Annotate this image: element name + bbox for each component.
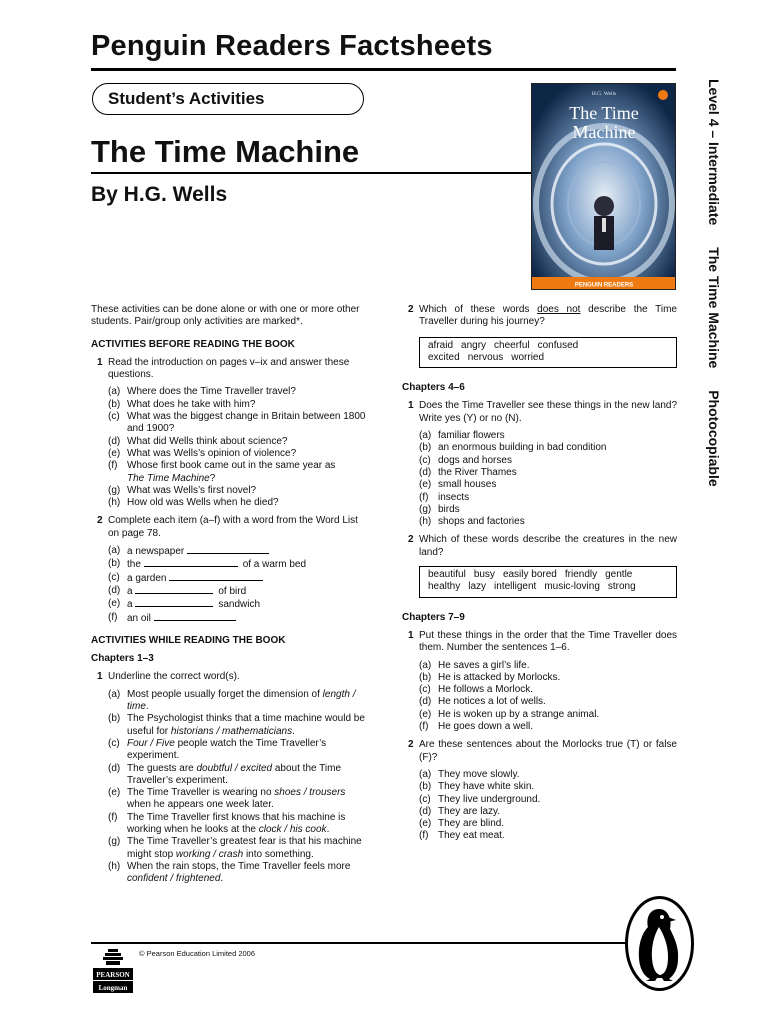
ch46-q1-item-0: (a) familiar flowers: [419, 430, 505, 442]
ch46-q2: 2 Which of these words describe the creatures in the new land?: [408, 534, 677, 558]
cover-byline: H.G. Wells: [591, 91, 617, 97]
side-photocopiable: Photocopiable: [706, 390, 722, 487]
before-q1-item: (d) What did Wells think about science?: [108, 435, 288, 447]
journey-words-row2-word: nervous: [467, 351, 504, 363]
ch46-q1-item-1: (b) an enormous building in bad condition: [419, 442, 607, 454]
before-q1-item: (h) How old was Wells when he died?: [108, 497, 279, 509]
creature-words-row1-word: friendly: [564, 569, 598, 581]
logo-bottom-text: Longman: [98, 984, 128, 992]
before-q1: 1 Read the introduction on pages v–ix and answer these questions.: [97, 356, 350, 381]
creatures-word-box: [419, 566, 677, 598]
book-cover-image: [531, 83, 676, 290]
ch13-item-c: (c) Four / Five people watch the Time Traveller’s experiment.: [108, 737, 327, 762]
ch13-q1: 1 Underline the correct word(s).: [97, 671, 240, 683]
journey-word-box: [419, 337, 677, 369]
logo-top-text: PEARSON: [96, 971, 130, 979]
ch13-item-a: (a) Most people usually forget the dimension of length / time.: [108, 688, 356, 713]
before-q1-item: (f) Whose first book came out in the same year as The Time Machine?: [108, 460, 336, 484]
ch46-q1-item-2: (c) dogs and horses: [419, 454, 512, 466]
activities-label: Student’s Activities: [92, 83, 364, 115]
before-q2-item: (f) an oil: [91, 612, 369, 625]
journey-words-row1-word: angry: [461, 339, 487, 351]
cover-art: [532, 84, 676, 290]
copyright: © Pearson Education Limited 2006: [139, 949, 256, 958]
before-q1-item: (g) What was Wells’s first novel?: [108, 484, 257, 496]
chapters-4-6-heading: Chapters 4–6: [402, 382, 465, 394]
ch79-q2-item-4: (e) They are blind.: [419, 818, 505, 830]
creature-words-row1-word: easily bored: [502, 569, 557, 581]
journey-words-row2: [428, 352, 668, 364]
cover-title-line2: Machine: [572, 122, 636, 142]
creature-words-row1: [428, 569, 668, 581]
before-q1-list: [91, 386, 369, 509]
creature-words-row2-word: music-loving: [544, 581, 600, 593]
author: By H.G. Wells: [91, 183, 228, 206]
journey-words-row1-word: confused: [537, 339, 579, 351]
ch79-q1-item-4: (e) He is woken up by a strange animal.: [419, 708, 600, 720]
ch79-q1-item-1: (b) He is attacked by Morlocks.: [419, 671, 561, 683]
pearson-longman-logo: [91, 946, 135, 995]
ch46-q1-item-3: (d) the River Thames: [419, 466, 517, 478]
before-q2-item: (b) the of a warm bed: [108, 558, 307, 571]
cover-imprint: PENGUIN READERS: [574, 282, 634, 289]
creature-words-row2-word: healthy: [428, 581, 461, 593]
before-q1-item: (e) What was Wells’s opinion of violence?: [108, 447, 297, 459]
right-column: [402, 304, 677, 843]
ch46-q1-item-7: (h) shops and factories: [419, 516, 525, 528]
before-q1-item: (b) What does he take with him?: [108, 398, 256, 410]
ch46-q1-item-6: (g) birds: [419, 503, 460, 515]
ch46-q1: 1 Does the Time Traveller see these things in the new land? Write yes (Y) or no (N).: [408, 400, 677, 424]
ch79-q2-item-5: (f) They eat meat.: [419, 830, 505, 842]
ch13-item-d: (d) The guests are doubtful / excited about the Time Traveller’s experiment.: [108, 762, 342, 786]
penguin-logo-icon: [624, 895, 695, 992]
side-level: Level 4 – Intermediate: [706, 79, 722, 226]
journey-words-row2-word: excited: [428, 351, 460, 363]
before-q2-item: (d) a of bird: [108, 584, 247, 597]
ch79-q1-list: [402, 660, 677, 734]
journey-words-row1: [428, 340, 668, 352]
before-q2-item: (c) a garden: [91, 572, 369, 585]
ch13-item-b: (b) The Psychologist thinks that a time machine would be useful for historians / mathematicians.: [108, 713, 365, 737]
book-title: The Time Machine: [91, 134, 360, 169]
ch79-q1-item-3: (d) He notices a lot of wells.: [419, 696, 546, 708]
answer-blank[interactable]: [144, 558, 238, 567]
creature-words-row2-word: lazy: [468, 581, 487, 593]
footer-rule: [91, 942, 676, 944]
creature-words-row1-word: busy: [473, 569, 495, 581]
before-q2-list: [91, 545, 369, 625]
while-q2: 2 Which of these words does not describe the Time Traveller during his journey?: [408, 304, 677, 328]
creature-words-row2-word: strong: [607, 581, 636, 593]
ch46-q1-item-5: (f) insects: [419, 491, 470, 503]
ch79-q2-item-3: (d) They are lazy.: [419, 805, 501, 817]
ch79-q1-item-0: (a) He saves a girl’s life.: [419, 659, 530, 671]
creature-words-row2-word: intelligent: [494, 581, 537, 593]
before-q2: 2 Complete each item (a–f) with a word from the Word List on page 78.: [97, 515, 358, 539]
while-heading: ACTIVITIES WHILE READING THE BOOK: [91, 634, 286, 646]
creature-words-row1-word: beautiful: [428, 569, 466, 581]
side-title: The Time Machine: [706, 247, 722, 369]
header-rule: [91, 68, 676, 71]
journey-words-row1-word: afraid: [428, 339, 454, 351]
journey-words-row1-word: cheerful: [494, 339, 530, 351]
chapters-1-3-heading: Chapters 1–3: [91, 653, 154, 665]
ch79-q2-list: [402, 769, 677, 843]
answer-blank[interactable]: [135, 585, 213, 594]
ch79-q2-item-1: (b) They have white skin.: [419, 781, 535, 793]
ch79-q1-item-2: (c) He follows a Morlock.: [419, 684, 534, 696]
before-heading: ACTIVITIES BEFORE READING THE BOOK: [91, 338, 295, 350]
title-rule: [91, 172, 531, 174]
before-q2-item: (a) a newspaper: [91, 545, 369, 558]
answer-blank[interactable]: [154, 612, 236, 621]
answer-blank[interactable]: [169, 572, 263, 581]
series-title: Penguin Readers Factsheets: [91, 30, 493, 62]
ch13-item-h: (h) When the rain stops, the Time Traveller feels more confident / frightened.: [108, 860, 351, 885]
ch46-q1-item-4: (e) small houses: [419, 479, 497, 491]
intro-text: These activities can be done alone or with one or more other students. Pair/group only activities are marked*.: [91, 304, 360, 328]
before-q1-item: (a) Where does the Time Traveller travel?: [108, 386, 296, 398]
before-q1-item: (c) What was the biggest change in Britain between 1800 and 1900?: [108, 411, 366, 435]
ch79-q1-item-5: (f) He goes down a well.: [419, 721, 534, 733]
answer-blank[interactable]: [135, 598, 213, 607]
journey-words-row2-word: worried: [511, 351, 545, 363]
creature-words-row1-word: gentle: [605, 569, 633, 581]
ch46-q1-list: [402, 430, 677, 528]
ch79-q2-item-2: (c) They live underground.: [419, 793, 541, 805]
creature-words-row2: [428, 581, 668, 593]
ch79-q1: 1 Put these things in the order that the Time Traveller does them. Number the sentences 1–6.: [408, 629, 677, 654]
ch79-q2: 2 Are these sentences about the Morlocks true (T) or false (F)?: [408, 739, 677, 763]
chapters-7-9-heading: Chapters 7–9: [402, 611, 465, 623]
ch79-q2-item-0: (a) They move slowly.: [419, 768, 520, 780]
cover-title-line1: The Time: [569, 103, 639, 123]
ch13-item-f: (f) The Time Traveller first knows that his machine is working when he looks at the clock / his cook.: [108, 811, 346, 835]
penguin-badge-icon: [658, 90, 668, 100]
ch13-item-g: (g) The Time Traveller’s greatest fear is that his machine might stop working / crash into something.: [108, 836, 362, 860]
ch13-item-e: (e) The Time Traveller is wearing no shoes / trousers when he appears one week later.: [108, 787, 346, 811]
left-column: [91, 304, 369, 885]
side-banner: [706, 79, 722, 505]
before-q2-item: (e) a sandwich: [108, 598, 261, 611]
answer-blank[interactable]: [187, 545, 269, 554]
